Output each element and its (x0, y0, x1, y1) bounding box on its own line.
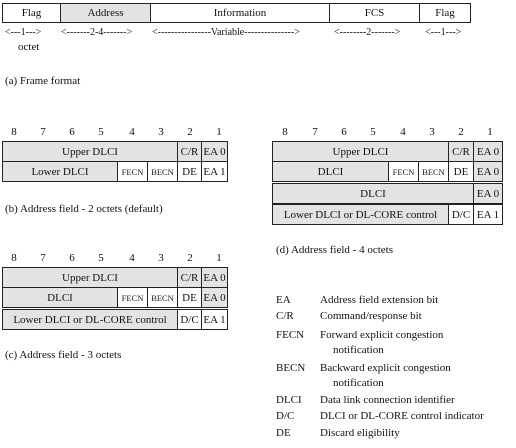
bit-number: 3 (429, 126, 435, 138)
de-bit-cell: DE (448, 161, 474, 182)
dlci-cell: DLCI (272, 183, 474, 204)
length-arrow-flag: <---1---> (5, 27, 42, 38)
dc-bit-cell: D/C (177, 309, 202, 330)
upper-dlci-cell: Upper DLCI (2, 267, 178, 288)
ea1-bit-cell: EA 1 (473, 204, 503, 225)
bit-number: 5 (98, 252, 104, 264)
legend-abbr: D/C (276, 410, 295, 422)
cr-bit-cell: C/R (177, 267, 202, 288)
bit-number: 4 (129, 126, 135, 138)
bit-number: 8 (11, 252, 17, 264)
ea1-bit-cell: EA 1 (201, 309, 228, 330)
ea0-bit-cell: EA 0 (473, 183, 503, 204)
becn-bit-cell: BECN (147, 287, 178, 308)
de-bit-cell: DE (177, 287, 202, 308)
bit-number: 7 (312, 126, 318, 138)
bit-number: 6 (341, 126, 347, 138)
upper-dlci-cell: Upper DLCI (272, 141, 449, 162)
lower-dlci-core-cell: Lower DLCI or DL-CORE control (272, 204, 449, 225)
bit-number: 3 (158, 126, 164, 138)
ea1-bit-cell: EA 1 (201, 161, 228, 182)
bit-number: 1 (216, 126, 222, 138)
bit-number: 8 (282, 126, 288, 138)
ea0-bit-cell: EA 0 (473, 161, 503, 182)
caption-address-3-octets: (c) Address field - 3 octets (5, 349, 122, 361)
becn-bit-cell: BECN (147, 161, 178, 182)
ea0-bit-cell: EA 0 (201, 141, 228, 162)
frame-field-information: Information (150, 3, 330, 23)
legend-desc: Discard eligibility (320, 427, 400, 439)
fecn-bit-cell: FECN (117, 287, 148, 308)
cr-bit-cell: C/R (177, 141, 202, 162)
legend-abbr: EA (276, 294, 291, 306)
ea0-bit-cell: EA 0 (201, 287, 228, 308)
legend-desc: notification (333, 344, 384, 356)
bit-number: 5 (98, 126, 104, 138)
frame-field-fcs: FCS (329, 3, 420, 23)
dlci-cell: DLCI (2, 287, 118, 308)
legend-abbr: BECN (276, 362, 306, 374)
fecn-bit-cell: FECN (117, 161, 148, 182)
legend-desc: DLCI or DL-CORE control indicator (320, 410, 484, 422)
bit-number: 5 (370, 126, 376, 138)
frame-field-flag-start: Flag (2, 3, 61, 23)
legend-desc: notification (333, 377, 384, 389)
bit-number: 7 (40, 126, 46, 138)
legend-desc: Command/response bit (320, 310, 422, 322)
lower-dlci-core-cell: Lower DLCI or DL-CORE control (2, 309, 178, 330)
bit-number: 2 (187, 252, 193, 264)
legend-abbr: FECN (276, 329, 305, 341)
bit-number: 1 (216, 252, 222, 264)
becn-bit-cell: BECN (418, 161, 449, 182)
legend-abbr: C/R (276, 310, 294, 322)
ea0-bit-cell: EA 0 (201, 267, 228, 288)
legend-abbr: DE (276, 427, 291, 439)
legend-desc: Data link connection identifier (320, 394, 455, 406)
bit-number: 2 (458, 126, 464, 138)
de-bit-cell: DE (177, 161, 202, 182)
octet-unit-label: octet (18, 41, 40, 53)
cr-bit-cell: C/R (448, 141, 474, 162)
frame-field-address: Address (60, 3, 151, 23)
frame-field-flag-end: Flag (419, 3, 471, 23)
lower-dlci-cell: Lower DLCI (2, 161, 118, 182)
bit-number: 6 (69, 126, 75, 138)
bit-number: 1 (487, 126, 493, 138)
length-arrow-information: <----------------Variable---------------> (152, 27, 300, 38)
bit-number: 7 (40, 252, 46, 264)
length-arrow-address: <-------2-4-------> (61, 27, 133, 38)
bit-number: 4 (400, 126, 406, 138)
bit-number: 3 (158, 252, 164, 264)
length-arrow-fcs: <--------2-------> (334, 27, 401, 38)
caption-address-2-octets: (b) Address field - 2 octets (default) (5, 203, 163, 215)
fecn-bit-cell: FECN (388, 161, 419, 182)
legend-abbr: DLCI (276, 394, 302, 406)
length-arrow-flag-end: <---1---> (425, 27, 462, 38)
legend-desc: Backward explicit congestion (320, 362, 451, 374)
bit-number: 8 (11, 126, 17, 138)
bit-number: 6 (69, 252, 75, 264)
caption-frame-format: (a) Frame format (5, 75, 81, 87)
dlci-cell: DLCI (272, 161, 389, 182)
dc-bit-cell: D/C (448, 204, 474, 225)
caption-address-4-octets: (d) Address field - 4 octets (276, 244, 393, 256)
legend-desc: Forward explicit congestion (320, 329, 444, 341)
bit-number: 4 (129, 252, 135, 264)
bit-number: 2 (187, 126, 193, 138)
ea0-bit-cell: EA 0 (473, 141, 503, 162)
legend-desc: Address field extension bit (320, 294, 439, 306)
upper-dlci-cell: Upper DLCI (2, 141, 178, 162)
